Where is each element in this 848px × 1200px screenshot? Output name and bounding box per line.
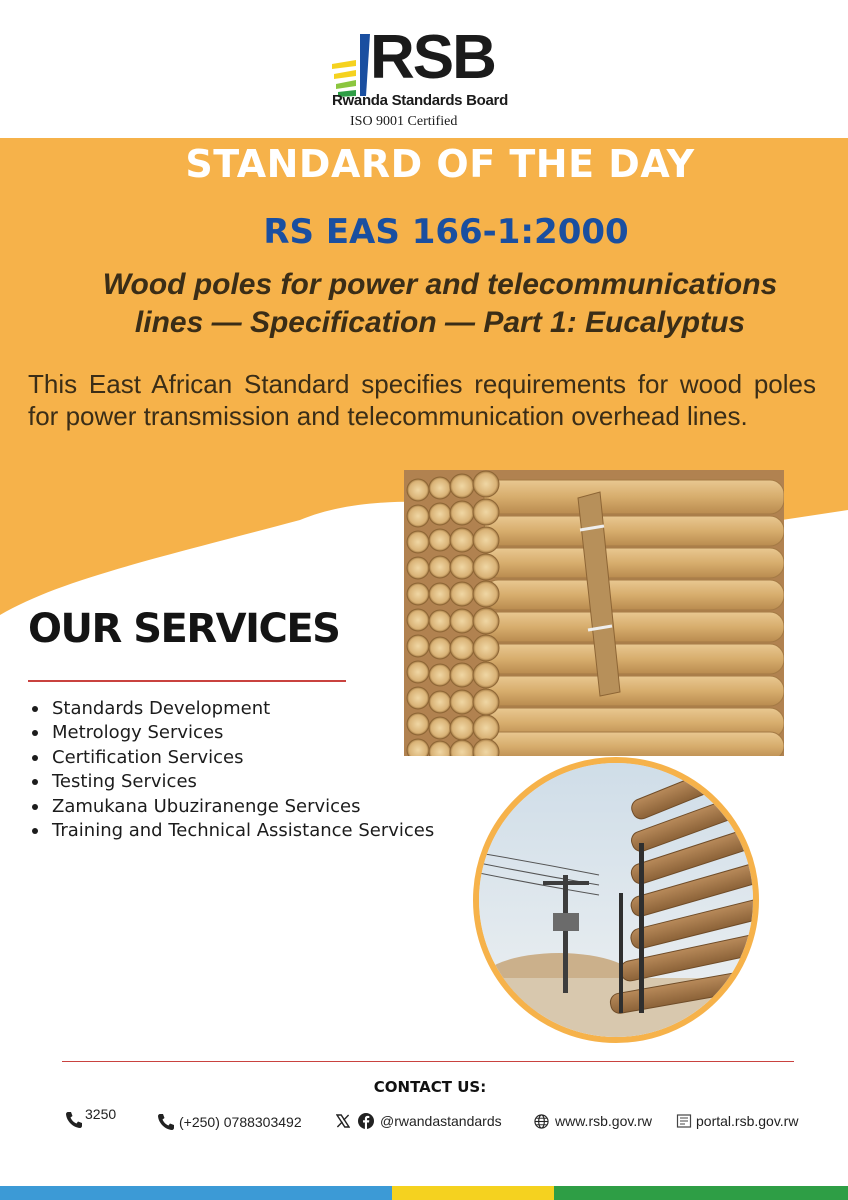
hotline-number: 3250 <box>85 1106 117 1122</box>
rsb-logo <box>330 23 530 136</box>
service-item: Standards Development <box>28 697 434 721</box>
standard-title-line2: lines — Specification — Part 1: Eucalyptus <box>134 306 746 339</box>
phone-icon <box>156 1112 176 1132</box>
x-twitter-icon <box>336 1114 350 1128</box>
bottom-bar-yellow <box>392 1186 554 1200</box>
service-item: Certification Services <box>28 746 434 770</box>
portal-document-icon <box>676 1113 692 1129</box>
website-url: www.rsb.gov.rw <box>555 1113 652 1129</box>
standard-description: This East African Standard specifies requirements for wood poles for power transmission and telecommunication overhead lines. <box>28 369 816 431</box>
contact-phone[interactable] <box>156 1112 302 1132</box>
social-handle: @rwandastandards <box>380 1113 502 1129</box>
service-item: Testing Services <box>28 770 434 794</box>
phone-icon <box>64 1110 84 1130</box>
stacked-wood-poles-photo <box>404 470 784 756</box>
contact-heading: CONTACT US: <box>373 1078 487 1096</box>
services-heading: OUR SERVICES <box>28 606 340 652</box>
service-item: Training and Technical Assistance Services <box>28 819 434 843</box>
contact-website[interactable] <box>534 1113 652 1129</box>
service-item: Metrology Services <box>28 721 434 745</box>
standard-title <box>40 266 840 342</box>
services-list <box>28 697 434 843</box>
contact-hotline[interactable] <box>64 1106 117 1130</box>
facebook-icon <box>358 1113 374 1129</box>
contact-portal[interactable] <box>676 1113 798 1129</box>
standard-code: RS EAS 166-1:2000 <box>263 212 629 252</box>
globe-icon <box>534 1114 549 1129</box>
iso-certification: ISO 9001 Certified <box>350 114 458 129</box>
contact-social[interactable] <box>336 1113 502 1129</box>
portal-url: portal.rsb.gov.rw <box>696 1113 799 1129</box>
organization-name: Rwanda Standards Board <box>332 92 508 109</box>
bottom-bar-blue <box>0 1186 392 1200</box>
standard-of-the-day-heading: STANDARD OF THE DAY <box>185 142 695 186</box>
bottom-bar-green <box>554 1186 848 1200</box>
service-item: Zamukana Ubuziranenge Services <box>28 795 434 819</box>
contact-divider <box>62 1061 794 1062</box>
logo-mark-icon <box>330 34 374 98</box>
services-divider <box>28 680 346 682</box>
power-line-poles-photo <box>473 757 759 1043</box>
standard-title-line1: Wood poles for power and telecommunications <box>102 268 778 301</box>
logo-letters: RSB <box>370 23 495 92</box>
phone-number: (+250) 0788303492 <box>179 1114 302 1130</box>
